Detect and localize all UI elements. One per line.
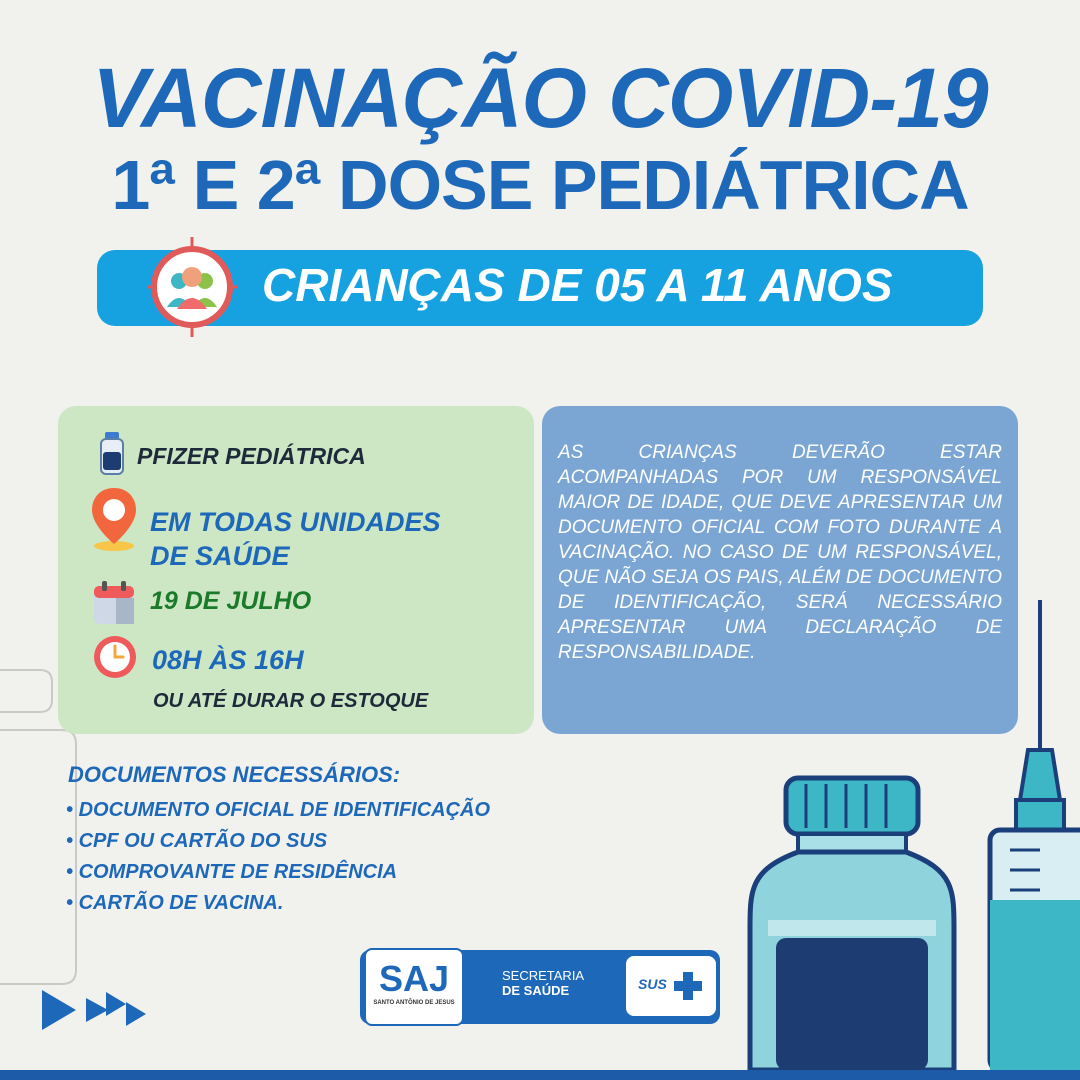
documents-title: DOCUMENTOS NECESSÁRIOS: bbox=[68, 762, 401, 787]
vaccine-label: PFIZER PEDIÁTRICA bbox=[137, 443, 366, 469]
secretaria-label bbox=[502, 968, 584, 998]
bottom-bar bbox=[0, 1070, 1080, 1080]
saj-logo-subtitle: SANTO ANTÔNIO DE JESUS bbox=[373, 1000, 455, 1006]
stock-note: OU ATÉ DURAR O ESTOQUE bbox=[153, 690, 429, 712]
documents-list bbox=[66, 796, 490, 920]
date-text: 19 DE JULHO bbox=[150, 587, 312, 615]
syringe-icon bbox=[980, 600, 1080, 1070]
list-item: • CARTÃO DE VACINA. bbox=[66, 889, 490, 920]
play-arrows-icon bbox=[42, 988, 157, 1032]
secretaria-line-1: SECRETARIA bbox=[502, 968, 585, 983]
list-item: • CPF OU CARTÃO DO SUS bbox=[66, 827, 490, 858]
list-item: • DOCUMENTO OFICIAL DE IDENTIFICAÇÃO bbox=[66, 796, 490, 827]
secretaria-line-2: DE SAÚDE bbox=[502, 983, 570, 998]
location-pin-icon bbox=[88, 486, 140, 552]
location-line-1: EM TODAS UNIDADES bbox=[150, 507, 441, 537]
title-line-2: 1ª E 2ª DOSE PEDIÁTRICA bbox=[111, 146, 969, 224]
people-target-icon bbox=[147, 237, 237, 337]
clock-icon bbox=[92, 634, 138, 680]
sus-cross-icon bbox=[672, 970, 704, 1002]
footer-logos bbox=[360, 950, 720, 1024]
vaccine-bottle-icon bbox=[740, 770, 990, 1070]
hours-text: 08H ÀS 16H bbox=[152, 645, 304, 675]
sus-label: SUS bbox=[638, 976, 667, 992]
calendar-icon bbox=[92, 580, 136, 626]
audience-text: CRIANÇAS DE 05 A 11 ANOS bbox=[262, 259, 893, 311]
title-line-1: VACINAÇÃO COVID-19 bbox=[92, 51, 988, 145]
location-line-2: DE SAÚDE bbox=[150, 541, 290, 571]
location-text bbox=[150, 505, 441, 573]
notice-text: AS CRIANÇAS DEVERÃO ESTAR ACOMPANHADAS POR UM RESPONSÁVEL MAIOR DE IDADE, QUE DEVE APRESENTAR UM DOCUMENTO OFICIAL COM FOTO DURANTE A VACINAÇÃO. NO CASO DE UM RESPONSÁVEL, QUE NÃO SEJA OS PAIS, ALÉM DE DOCUMENTO DE IDENTIFICAÇÃO, SERÁ NECESSÁRIO APRESENTAR UMA DECLARAÇÃO DE RESPONSABILIDADE. bbox=[558, 442, 1002, 663]
vial-icon bbox=[98, 432, 126, 476]
saj-logo-text: SAJ bbox=[378, 958, 450, 999]
saj-logo bbox=[364, 948, 464, 1026]
list-item: • COMPROVANTE DE RESIDÊNCIA bbox=[66, 858, 490, 889]
sus-logo bbox=[626, 956, 716, 1016]
